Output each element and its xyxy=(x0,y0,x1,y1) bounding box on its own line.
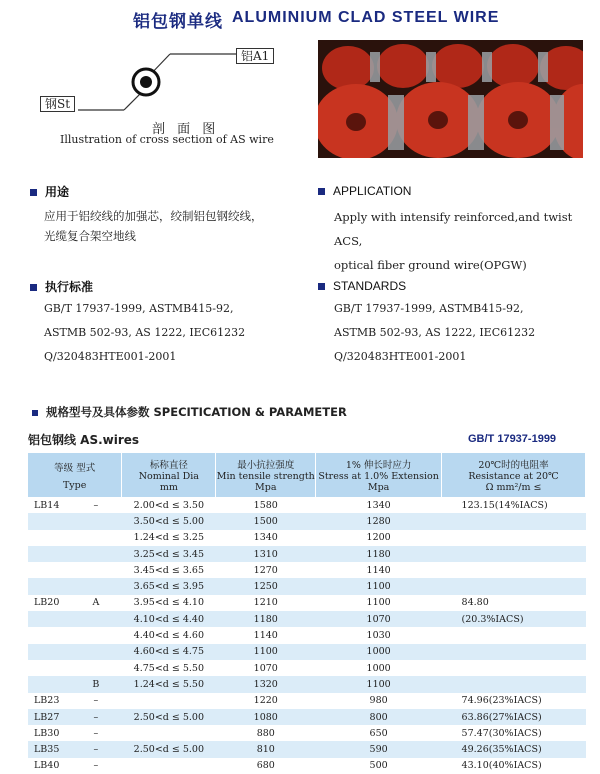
header-tensile-strength: 最小抗拉强度 Min tensile strength Mpa xyxy=(216,453,316,497)
table-cell: LB14 xyxy=(34,499,60,511)
header-type: 等级 型式 Type xyxy=(28,453,122,497)
table-cell: 1.24<d ≤ 3.25 xyxy=(133,532,205,544)
table-cell: LB23 xyxy=(34,695,60,707)
table-cell: 84.80 xyxy=(461,597,489,609)
table-cell xyxy=(122,725,216,741)
table-row xyxy=(28,513,586,529)
table-cell: 3.45<d ≤ 3.65 xyxy=(133,564,205,576)
table-row xyxy=(28,758,586,774)
table-cell: 1320 xyxy=(216,676,316,692)
spec-title: 规格型号及具体参数 SPECITICATION & PARAMETER xyxy=(32,404,347,420)
table-cell: 74.96(23%IACS) xyxy=(461,695,542,707)
table-cell xyxy=(28,676,70,692)
table-cell: 1580 xyxy=(253,499,278,511)
table-cell: 1100 xyxy=(316,676,442,692)
table-row xyxy=(28,693,586,709)
table-cell: 1100 xyxy=(316,578,442,594)
wire-reels-image xyxy=(318,40,583,158)
table-cell xyxy=(70,578,122,594)
table-cell xyxy=(28,546,70,562)
table-row xyxy=(28,741,586,757)
table-cell: 1210 xyxy=(253,597,278,609)
table-row xyxy=(28,595,586,611)
table-cell: 1070 xyxy=(316,611,442,627)
table-cell xyxy=(442,546,586,562)
table-cell: 123.15(14%IACS) xyxy=(461,499,548,511)
application-text-en: Apply with intensify reinforced,and twist ACS, optical fiber ground wire(OPGW) xyxy=(334,210,573,272)
application-title-en: APPLICATION xyxy=(318,184,411,198)
table-cell: 3.95<d ≤ 4.10 xyxy=(133,597,205,609)
table-cell xyxy=(442,644,586,660)
table-cell: 1140 xyxy=(366,564,391,576)
table-cell: 1220 xyxy=(253,695,278,707)
standards-text-left: GB/T 17937-1999, ASTMB415-92, ASTMB 502-93, AS 1222, IEC61232 Q/320483HTE001-2001 xyxy=(44,302,246,363)
table-cell xyxy=(70,546,122,562)
table-row xyxy=(28,497,586,513)
table-cell: 1140 xyxy=(253,630,278,642)
wire-reels-photo xyxy=(318,40,583,158)
table-cell: LB40 xyxy=(34,760,60,772)
table-cell: 1080 xyxy=(216,709,316,725)
table-cell xyxy=(28,530,70,546)
table-row xyxy=(28,578,586,594)
table-cell: A xyxy=(92,597,100,609)
table-cell: – xyxy=(93,695,99,707)
table-cell: 4.75<d ≤ 5.50 xyxy=(133,662,205,674)
table-cell: – xyxy=(93,727,99,739)
table-cell xyxy=(442,676,586,692)
table-cell: LB30 xyxy=(34,727,60,739)
table-cell: – xyxy=(70,709,122,725)
table-cell: 3.65<d ≤ 3.95 xyxy=(122,578,216,594)
application-text-cn: 应用于铝绞线的加强芯，绞制铝包钢绞线， 光缆复合架空地线 xyxy=(44,209,263,243)
table-cell xyxy=(70,513,122,529)
label-aluminium: 铝A1 xyxy=(236,48,274,64)
table-cell: 680 xyxy=(256,760,275,772)
header-stress-extension: 1% 伸长时应力 Stress at 1.0% Extension Mpa xyxy=(316,453,442,497)
table-cell: LB35 xyxy=(28,741,70,757)
table-cell xyxy=(442,660,586,676)
table-cell: 980 xyxy=(369,695,388,707)
table-cell: B xyxy=(70,676,122,692)
page-title-en: ALUMINIUM CLAD STEEL WIRE xyxy=(232,9,500,26)
table-row xyxy=(28,562,586,578)
table-cell: LB27 xyxy=(28,709,70,725)
spec-subtitle-left: 铝包钢线 AS.wires xyxy=(28,433,140,447)
table-cell: 1000 xyxy=(366,662,391,674)
table-cell xyxy=(442,513,586,529)
table-cell xyxy=(122,758,216,774)
diagram-caption-cn: 剖 面 图 xyxy=(152,122,220,137)
table-cell: 1070 xyxy=(253,662,278,674)
table-row xyxy=(28,660,586,676)
table-cell: 57.47(30%IACS) xyxy=(461,727,542,739)
table-row xyxy=(28,676,586,692)
table-row xyxy=(28,530,586,546)
table-cell: 1340 xyxy=(366,499,391,511)
table-cell: 880 xyxy=(256,727,275,739)
application-title-cn: 用途 xyxy=(30,183,69,200)
table-cell xyxy=(442,530,586,546)
table-cell: 1280 xyxy=(316,513,442,529)
table-row xyxy=(28,644,586,660)
table-cell xyxy=(28,513,70,529)
table-cell: 1.24<d ≤ 5.50 xyxy=(122,676,216,692)
label-steel: 钢St xyxy=(40,96,75,112)
table-cell: 1030 xyxy=(366,630,391,642)
table-cell: 2.50<d ≤ 5.00 xyxy=(122,741,216,757)
table-row xyxy=(28,725,586,741)
table-row xyxy=(28,627,586,643)
table-cell: 590 xyxy=(316,741,442,757)
table-cell xyxy=(70,530,122,546)
header-nominal-dia: 标称直径 Nominal Dia mm xyxy=(122,453,216,497)
table-cell xyxy=(442,562,586,578)
table-row xyxy=(28,709,586,725)
table-cell xyxy=(70,562,122,578)
table-cell: 1500 xyxy=(216,513,316,529)
table-cell xyxy=(122,693,216,709)
table-cell: 1100 xyxy=(366,597,391,609)
table-cell: 650 xyxy=(369,727,388,739)
table-cell: 1180 xyxy=(216,611,316,627)
table-cell: – xyxy=(93,499,99,511)
spec-subtitle-right: GB/T 17937-1999 xyxy=(468,433,557,445)
table-cell: 1200 xyxy=(366,532,391,544)
diagram-caption-en: Illustration of cross section of AS wire xyxy=(60,133,274,146)
table-cell xyxy=(70,627,122,643)
table-cell: 63.86(27%IACS) xyxy=(442,709,586,725)
table-cell xyxy=(442,627,586,643)
table-cell xyxy=(28,627,70,643)
table-cell xyxy=(70,644,122,660)
standards-title-en: STANDARDS xyxy=(318,279,406,293)
table-cell: 2.50<d ≤ 5.00 xyxy=(122,709,216,725)
header-resistance: 20℃时的电阻率 Resistance at 20℃ Ω mm²/m ≤ xyxy=(442,453,586,497)
table-cell xyxy=(28,611,70,627)
table-cell xyxy=(28,660,70,676)
page-title-cn: 铝包钢单线 xyxy=(133,12,223,32)
table-cell: – xyxy=(70,741,122,757)
table-cell: 4.60<d ≤ 4.75 xyxy=(122,644,216,660)
table-cell: 1270 xyxy=(253,564,278,576)
table-cell: 2.00<d ≤ 3.50 xyxy=(133,499,205,511)
standards-text-right: GB/T 17937-1999, ASTMB415-92, ASTMB 502-93, AS 1222, IEC61232 Q/320483HTE001-2001 xyxy=(334,302,536,363)
spec-table xyxy=(28,453,586,774)
table-cell: 4.10<d ≤ 4.40 xyxy=(122,611,216,627)
table-cell: 43.10(40%IACS) xyxy=(461,760,542,772)
table-cell: 49.26(35%IACS) xyxy=(442,741,586,757)
table-cell: 1100 xyxy=(216,644,316,660)
table-row xyxy=(28,611,586,627)
table-cell xyxy=(70,611,122,627)
table-cell: 1310 xyxy=(216,546,316,562)
spec-table-header xyxy=(28,453,586,497)
table-cell: LB20 xyxy=(34,597,60,609)
table-cell: 500 xyxy=(369,760,388,772)
table-cell xyxy=(70,660,122,676)
table-cell: 800 xyxy=(316,709,442,725)
table-cell: (20.3%IACS) xyxy=(442,611,586,627)
table-cell: 1000 xyxy=(316,644,442,660)
table-cell: 1340 xyxy=(253,532,278,544)
table-cell xyxy=(28,644,70,660)
table-cell: 1180 xyxy=(316,546,442,562)
table-cell xyxy=(442,578,586,594)
table-row xyxy=(28,546,586,562)
table-cell xyxy=(28,578,70,594)
standards-title-cn: 执行标准 xyxy=(30,278,93,295)
table-cell: 3.50<d ≤ 5.00 xyxy=(122,513,216,529)
table-cell xyxy=(28,562,70,578)
table-cell: – xyxy=(93,760,99,772)
table-cell: 4.40<d ≤ 4.60 xyxy=(133,630,205,642)
table-cell: 1250 xyxy=(216,578,316,594)
table-cell: 810 xyxy=(216,741,316,757)
table-cell: 3.25<d ≤ 3.45 xyxy=(122,546,216,562)
